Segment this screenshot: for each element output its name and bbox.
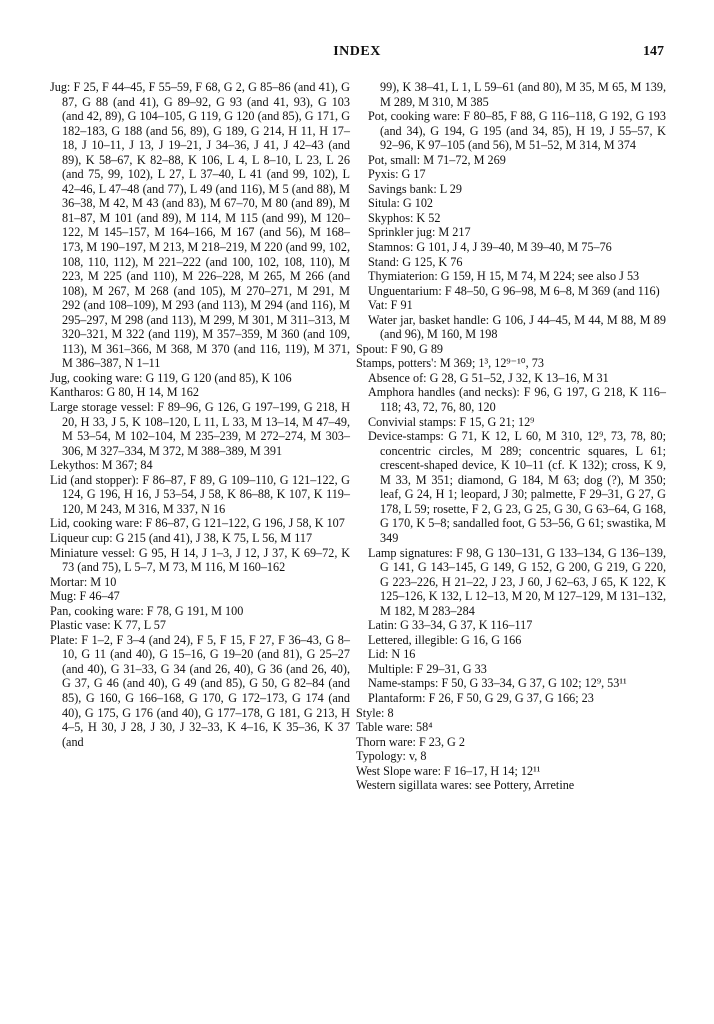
index-subentry: Device-stamps: G 71, K 12, L 60, M 310, 12⁹, 73, 78, 80; concentric circles, M 289; concentric squares, L 61; crescent-shaped device, K 10–11 (cf. K 132); cross, K 9, M 33, M 351; diamond, G 184, M 63; dog (?), M 350; leaf, G 24, H 1; leopard, J 30; palmette, F 29–31, G 27, G 178, L 59; rosette, F 2, G 23, G 25, G 30, G 63–64, G 168, G 170, K 5–8; sandalled foot, G 53–56, G 61; swastika, M 349 [368, 429, 666, 545]
index-subentry: Absence of: G 28, G 51–52, J 32, K 13–16, M 31 [368, 370, 609, 385]
index-subentry: Lamp signatures: F 98, G 130–131, G 133–134, G 136–139, G 141, G 143–145, G 149, G 152, G 200, G 219, G 220, G 223–226, H 21–22, J 23, J 60, J 62–63, J 65, K 122, K 125–126, K 132, L 12–13, M 20, M 127–129, M 131–132, M 182, M 283–284 [368, 545, 666, 618]
index-subentry: Unguentarium: F 48–50, G 96–98, M 6–8, M 369 (and 116) [368, 283, 660, 298]
page-title: INDEX [333, 44, 381, 59]
index-entry: Kantharos: G 80, H 14, M 162 [50, 385, 199, 400]
index-entry: Style: 8 [356, 705, 394, 720]
index-subentry: Pyxis: G 17 [368, 167, 426, 182]
index-subentry: Multiple: F 29–31, G 33 [368, 661, 487, 676]
index-subentry: Pot, cooking ware: F 80–85, F 88, G 116–118, G 192, G 193 (and 34), G 194, G 195 (and 34, 85), H 19, J 55–57, K 92–96, K 97–105 (and 56), M 51–52, M 314, M 374 [368, 109, 666, 153]
index-entry: Jug, cooking ware: G 119, G 120 (and 85), K 106 [50, 370, 292, 385]
index-subentry: Convivial stamps: F 15, G 21; 12⁹ [368, 414, 535, 429]
index-entry: Jug: F 25, F 44–45, F 55–59, F 68, G 2, G 85–86 (and 41), G 87, G 88 (and 41), G 89–92, G 93 (and 41, 93), G 103 (and 42, 89), G 104–105, G 119, G 120 (and 85), G 171, G 182–183, G 188 (and 56, 89), G 189, G 214, H 11, H 17–18, J 10–11, J 13, J 19–21, J 34–36, J 41, J 42–43 (and 89), K 58–67, K 82–88, K 106, L 4, L 8–10, L 23, L 26 (and 75, 99, 102), L 27, L 37–40, L 41 (and 99, 102), L 42–46, L 47–48 (and 77), L 49 (and 116), M 5 (and 88), M 36–38, M 42, M 43 (and 83), M 67–70, M 80 (and 89), M 81–87, M 101 (and 89), M 114, M 115 (and 99), M 120–122, M 145–157, M 164–166, M 167 (and 56), M 168–173, M 190–197, M 213, M 218–219, M 220 (and 99, 102, 108, 110, 112), M 221–222 (and 100, 102, 108, 110), M 223, M 225 (and 110), M 226–228, M 265, M 266 (and 108), M 267, M 268 (and 105), M 270–271, M 291, M 292 (and 108–109), M 293 (and 113), M 294 (and 116), M 295–297, M 298 (and 113), M 299, M 301, M 311–313, M 320–321, M 322 (and 119), M 357–359, M 360 (and 109, 113), M 361–366, M 368, M 370 (and 116, 119), M 371, M 386–387, N 1–11 [50, 80, 350, 371]
index-entry: Stamps, potters': M 369; 1³, 12⁹⁻¹⁰, 73 [356, 356, 544, 371]
index-entry: Mug: F 46–47 [50, 589, 120, 604]
index-entry: West Slope ware: F 16–17, H 14; 12¹¹ [356, 763, 541, 778]
index-entry: Plate: F 1–2, F 3–4 (and 24), F 5, F 15, F 27, F 36–43, G 8–10, G 11 (and 40), G 15–16, G 19–20 (and 81), G 25–27 (and 40), G 31–33, G 34 (and 26, 40), G 36 (and 26, 40), G 37, G 46 (and 40), G 49 (and 85), G 50, G 82–84 (and 85), G 160, G 166–168, G 170, G 172–173, G 174 (and 40), G 175, G 176 (and 40), G 177–178, G 181, G 213, H 4–5, H 30, J 28, J 30, J 32–33, K 4–16, K 35–36, K 37 (and [50, 632, 350, 749]
index-subentry: Savings bank: L 29 [368, 181, 462, 196]
index-subentry: Latin: G 33–34, G 37, K 116–117 [368, 618, 533, 633]
index-entry: Plastic vase: K 77, L 57 [50, 618, 166, 633]
index-entry: Western sigillata wares: see Pottery, Arretine [356, 778, 575, 793]
index-subentry: Vat: F 91 [368, 298, 413, 313]
index-subentry: Plantaform: F 26, F 50, G 29, G 37, G 166; 23 [368, 690, 594, 705]
index-entry: Lid, cooking ware: F 86–87, G 121–122, G 196, J 58, K 107 [50, 516, 345, 531]
index-entry: Mortar: M 10 [50, 574, 117, 589]
index-subentry: Name-stamps: F 50, G 33–34, G 37, G 102; 12⁹, 53¹¹ [368, 676, 627, 691]
index-entry: Spout: F 90, G 89 [356, 341, 444, 356]
index-column-left [50, 80, 350, 749]
index-subentry: Pot, small: M 71–72, M 269 [368, 152, 506, 167]
index-subentry: 99), K 38–41, L 1, L 59–61 (and 80), M 35, M 65, M 139, M 289, M 310, M 385 [380, 80, 666, 109]
index-subentry: Sprinkler jug: M 217 [368, 225, 471, 240]
index-subentry: Water jar, basket handle: G 106, J 44–45, M 44, M 88, M 89 (and 96), M 160, M 198 [368, 312, 666, 342]
index-subentry: Thymiaterion: G 159, H 15, M 74, M 224; see also J 53 [368, 269, 640, 284]
index-entry: Table ware: 58⁴ [356, 720, 433, 735]
index-entry: Typology: v, 8 [356, 749, 427, 764]
index-entry: Lekythos: M 367; 84 [50, 458, 153, 473]
page-number: 147 [643, 44, 664, 59]
index-entry: Lid (and stopper): F 86–87, F 89, G 109–110, G 121–122, G 124, G 196, H 16, J 53–54, J 58, K 86–88, K 107, K 119–120, M 243, M 316, M 337, N 16 [50, 472, 350, 516]
index-subentry: Stand: G 125, K 76 [368, 254, 463, 269]
index-column-right [356, 80, 666, 793]
index-subentry: Stamnos: G 101, J 4, J 39–40, M 39–40, M 75–76 [368, 240, 612, 255]
index-entry: Miniature vessel: G 95, H 14, J 1–3, J 12, J 37, K 69–72, K 73 (and 75), L 5–7, M 73, M 116, M 160–162 [50, 545, 350, 575]
index-subentry: Skyphos: K 52 [368, 210, 441, 225]
index-subentry: Amphora handles (and necks): F 96, G 197, G 218, K 116–118; 43, 72, 76, 80, 120 [368, 385, 666, 415]
running-header [50, 44, 664, 64]
index-subentry: Situla: G 102 [368, 196, 434, 211]
index-entry: Large storage vessel: F 89–96, G 126, G 197–199, G 218, H 20, H 33, J 5, K 108–120, L 11, L 33, M 13–14, M 47–49, M 53–54, M 102–104, M 235–239, M 272–274, M 303–306, M 327–334, M 372, M 388–389, M 391 [50, 400, 350, 458]
index-entry: Thorn ware: F 23, G 2 [356, 734, 465, 749]
index-subentry: Lid: N 16 [368, 647, 416, 662]
index-subentry: Lettered, illegible: G 16, G 166 [368, 632, 522, 647]
index-entry: Liqueur cup: G 215 (and 41), J 38, K 75, L 56, M 117 [50, 530, 313, 545]
index-entry: Pan, cooking ware: F 78, G 191, M 100 [50, 603, 244, 618]
